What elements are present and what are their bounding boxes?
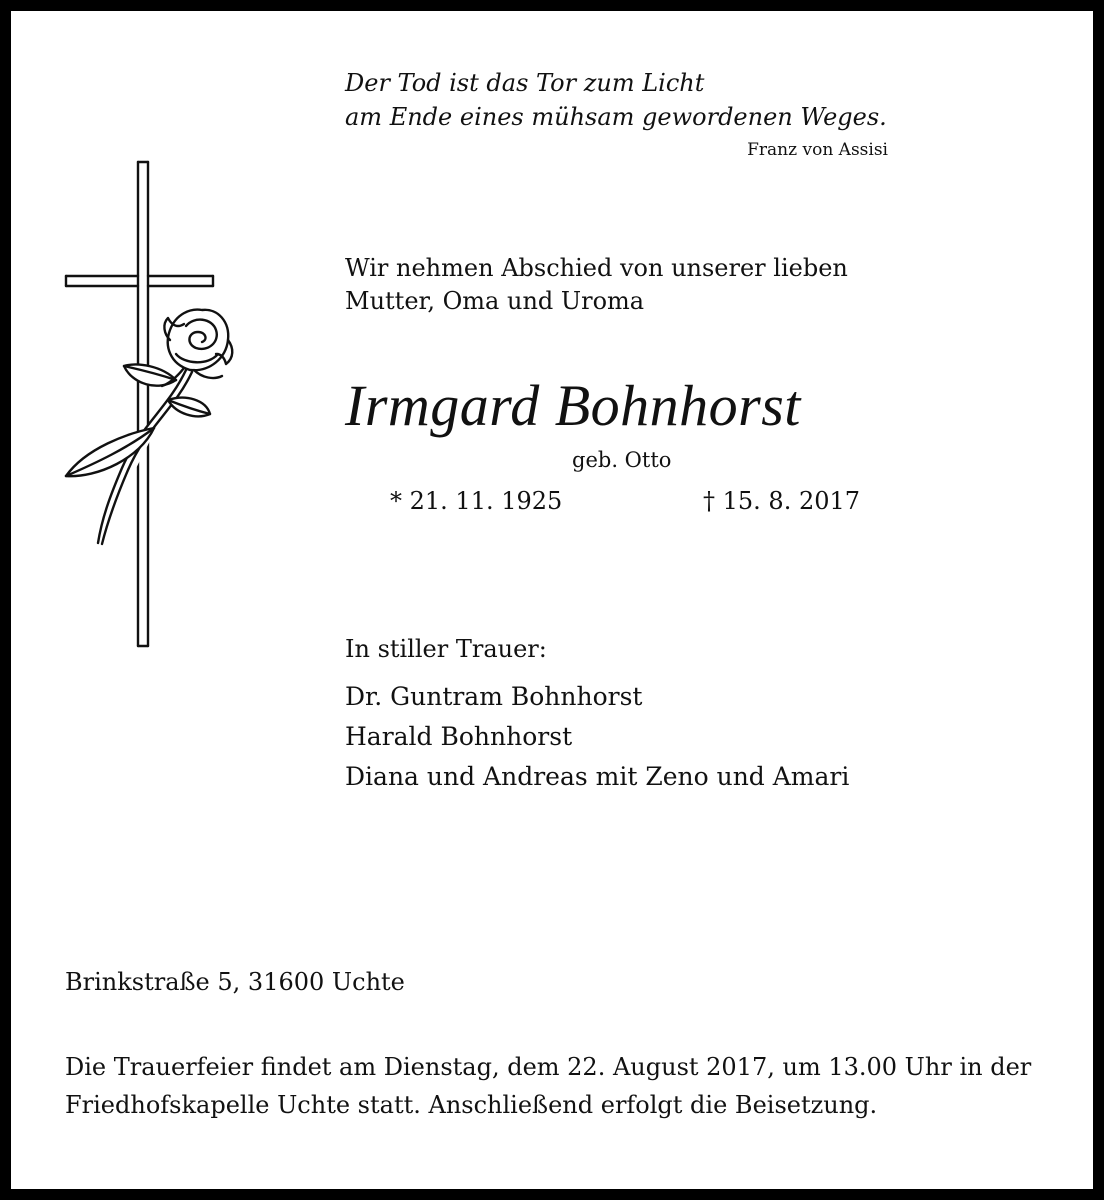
mourning-heading: In stiller Trauer: [345, 635, 547, 663]
maiden-name: geb. Otto [572, 448, 672, 472]
mourner-name: Dr. Guntram Bohnhorst [345, 682, 643, 711]
death-date: † 15. 8. 2017 [703, 487, 861, 515]
mourner-name: Harald Bohnhorst [345, 722, 573, 751]
mourner-name: Diana und Andreas mit Zeno und Amari [345, 762, 850, 791]
address: Brinkstraße 5, 31600 Uchte [65, 968, 405, 996]
quote-line-1: Der Tod ist das Tor zum Licht [345, 69, 705, 97]
quote-line-2: am Ende eines mühsam gewordenen Weges. [345, 103, 887, 131]
ceremony-line-1: Die Trauerfeier findet am Dienstag, dem 22. August 2017, um 13.00 Uhr in der [65, 1053, 1032, 1081]
mourners-list [345, 677, 849, 797]
deceased-name: Irmgard Bohnhorst [345, 373, 801, 438]
intro-line-1: Wir nehmen Abschied von unserer lieben [345, 254, 848, 282]
intro-line-2: Mutter, Oma und Uroma [345, 287, 645, 315]
quote-author: Franz von Assisi [747, 140, 888, 160]
cross-with-rose-icon [58, 158, 238, 654]
ceremony-line-2: Friedhofskapelle Uchte statt. Anschließend erfolgt die Beisetzung. [65, 1091, 878, 1119]
birth-date: * 21. 11. 1925 [390, 487, 563, 515]
